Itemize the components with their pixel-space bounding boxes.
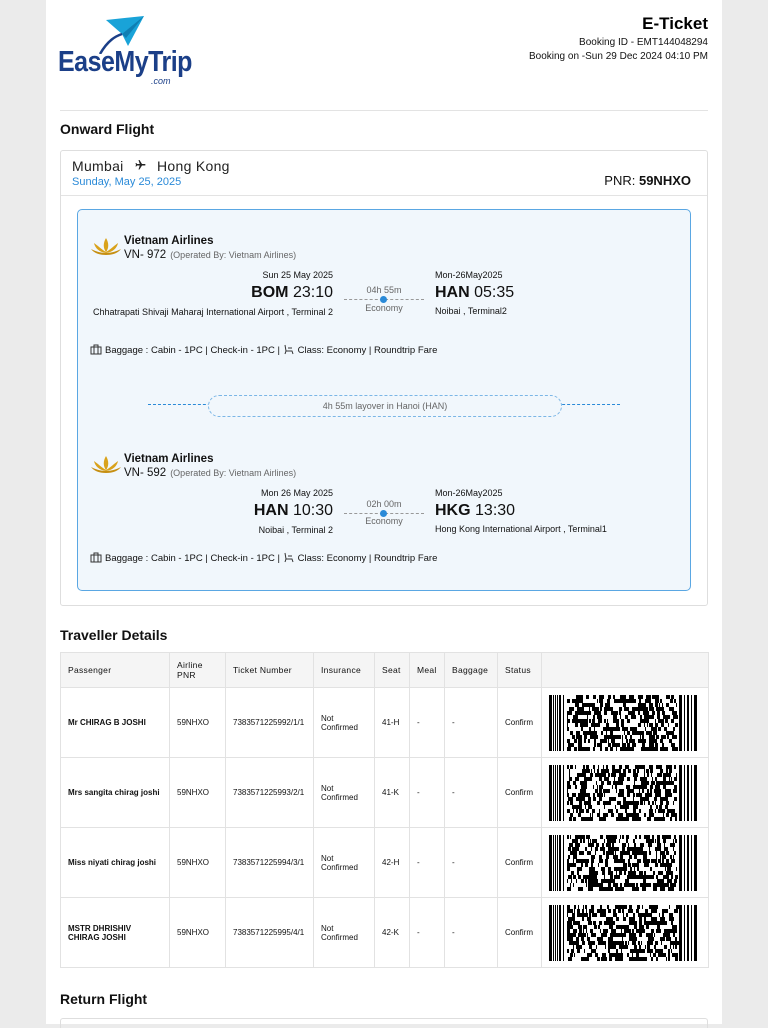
- table-row: [61, 758, 709, 828]
- operated-by: (Operated By: Vietnam Airlines): [170, 468, 297, 478]
- meal: -: [410, 828, 445, 898]
- header-divider: [60, 110, 708, 111]
- pnr: [604, 173, 691, 188]
- barcode-image: [549, 695, 697, 751]
- traveller-details-title: Traveller Details: [60, 627, 168, 643]
- seat: 42-H: [375, 828, 410, 898]
- seat: 41-K: [375, 758, 410, 828]
- baggage-info: [90, 552, 437, 564]
- airline-pnr: 59NHXO: [170, 758, 226, 828]
- onward-flight-card: [60, 150, 708, 606]
- itinerary-box: [77, 209, 691, 591]
- insurance: Not Confirmed: [314, 758, 375, 828]
- layover-info: 4h 55m layover in Hanoi (HAN): [208, 395, 562, 417]
- col-airline-pnr: Airline PNR: [170, 653, 226, 688]
- barcode-image: [549, 835, 697, 891]
- status: Confirm: [498, 688, 542, 758]
- cabin-class: Economy: [365, 516, 403, 526]
- departure-time: 23:10: [292, 284, 333, 301]
- status: Confirm: [498, 898, 542, 968]
- seat: 42-K: [375, 898, 410, 968]
- return-flight-card: [60, 1018, 708, 1028]
- insurance: Not Confirmed: [314, 828, 375, 898]
- ticket-number: 7383571225995/4/1: [226, 898, 314, 968]
- booking-id: Booking ID - EMT144048294: [579, 37, 708, 48]
- departure-code-time: [254, 502, 333, 520]
- departure-date: Sun 25 May 2025: [262, 270, 333, 280]
- logo-text: EaseMyTrip: [58, 45, 192, 79]
- table-row: [61, 688, 709, 758]
- col-ticket-number: Ticket Number: [226, 653, 314, 688]
- col-seat: Seat: [375, 653, 410, 688]
- airline-name: Vietnam Airlines: [124, 235, 214, 247]
- pnr-label: PNR:: [604, 173, 636, 188]
- passenger-name: Miss niyati chirag joshi: [61, 828, 170, 898]
- col-meal: Meal: [410, 653, 445, 688]
- flight-number: [124, 249, 296, 261]
- departure-date: Mon 26 May 2025: [260, 488, 333, 498]
- table-header-row: [61, 653, 709, 688]
- easemytrip-logo: [58, 14, 192, 90]
- flight-duration: 02h 00m: [366, 499, 402, 509]
- table-row: [61, 898, 709, 968]
- arrival-date: Mon-26May2025: [435, 270, 503, 280]
- barcode-cell: [542, 898, 709, 968]
- col-status: Status: [498, 653, 542, 688]
- arrival-code-time: [435, 284, 514, 302]
- meal: -: [410, 688, 445, 758]
- barcode-cell: [542, 828, 709, 898]
- col-barcode: [542, 653, 709, 688]
- baggage: -: [445, 688, 498, 758]
- route: [72, 158, 230, 174]
- table-row: [61, 828, 709, 898]
- e-ticket-page: [46, 0, 722, 1024]
- from-city: Mumbai: [72, 158, 124, 174]
- arrival-time: 13:30: [475, 502, 516, 519]
- card-divider: [61, 195, 707, 196]
- baggage-text: Baggage : Cabin - 1PC | Check-in - 1PC |: [105, 345, 280, 356]
- return-flight-title: Return Flight: [60, 991, 148, 1007]
- seat-icon: [283, 344, 295, 355]
- vietnam-airlines-lotus-icon: [90, 452, 122, 478]
- barcode-cell: [542, 688, 709, 758]
- baggage: -: [445, 828, 498, 898]
- insurance: Not Confirmed: [314, 688, 375, 758]
- booking-date: Booking on -Sun 29 Dec 2024 04:10 PM: [528, 51, 708, 62]
- operated-by: (Operated By: Vietnam Airlines): [170, 250, 297, 260]
- flight-segment-1: [78, 210, 690, 360]
- luggage-icon: [90, 552, 102, 563]
- class-text: Class: Economy | Roundtrip Fare: [297, 345, 438, 356]
- seat: 41-H: [375, 688, 410, 758]
- barcode-image: [549, 765, 697, 821]
- airline-name: Vietnam Airlines: [124, 453, 214, 465]
- airline-pnr: 59NHXO: [170, 828, 226, 898]
- flight-number: [124, 467, 296, 479]
- airline-pnr: 59NHXO: [170, 688, 226, 758]
- duration-dot: [380, 296, 387, 303]
- pnr-value: 59NHXO: [638, 173, 691, 188]
- arrival-airport: Noibai , Terminal2: [435, 306, 507, 316]
- arrival-date: Mon-26May2025: [435, 488, 503, 498]
- arrival-airport: Hong Kong International Airport , Terminal1: [435, 524, 607, 534]
- status: Confirm: [498, 758, 542, 828]
- vietnam-airlines-lotus-icon: [90, 234, 122, 260]
- flight-duration: 04h 55m: [366, 285, 402, 295]
- to-city: Hong Kong: [157, 158, 230, 174]
- seat-icon: [283, 552, 295, 563]
- flight-number-value: VN- 972: [124, 249, 167, 261]
- barcode-image: [549, 905, 697, 961]
- luggage-icon: [90, 344, 102, 355]
- departure-code: BOM: [251, 284, 289, 301]
- traveller-table: [60, 652, 709, 968]
- cabin-class: Economy: [365, 303, 403, 313]
- col-insurance: Insurance: [314, 653, 375, 688]
- ticket-number: 7383571225992/1/1: [226, 688, 314, 758]
- airline-pnr: 59NHXO: [170, 898, 226, 968]
- status: Confirm: [498, 828, 542, 898]
- ticket-number: 7383571225993/2/1: [226, 758, 314, 828]
- arrival-time: 05:35: [474, 284, 515, 301]
- col-passenger: Passenger: [61, 653, 170, 688]
- departure-airport: Chhatrapati Shivaji Maharaj International Airport , Terminal 2: [93, 307, 333, 317]
- departure-airport: Noibai , Terminal 2: [258, 525, 333, 535]
- meal: -: [410, 758, 445, 828]
- barcode-cell: [542, 758, 709, 828]
- departure-code: HAN: [253, 502, 289, 519]
- departure-time: 10:30: [292, 502, 333, 519]
- page-title: E-Ticket: [642, 14, 708, 33]
- airplane-icon: [134, 159, 147, 174]
- passenger-name: Mr CHIRAG B JOSHI: [61, 688, 170, 758]
- ticket-number: 7383571225994/3/1: [226, 828, 314, 898]
- baggage: -: [445, 758, 498, 828]
- arrival-code: HAN: [435, 284, 470, 301]
- class-text: Class: Economy | Roundtrip Fare: [297, 553, 438, 564]
- arrival-code: HKG: [435, 502, 471, 519]
- logo-suffix: .com: [151, 76, 171, 86]
- insurance: Not Confirmed: [314, 898, 375, 968]
- ticket-header: [529, 14, 708, 62]
- passenger-name: Mrs sangita chirag joshi: [61, 758, 170, 828]
- flight-number-value: VN- 592: [124, 467, 167, 479]
- travel-date: Sunday, May 25, 2025: [72, 176, 182, 188]
- baggage-text: Baggage : Cabin - 1PC | Check-in - 1PC |: [105, 553, 280, 564]
- passenger-name: MSTR DHRISHIV CHIRAG JOSHI: [61, 898, 170, 968]
- col-baggage: Baggage: [445, 653, 498, 688]
- baggage-info: [90, 344, 437, 356]
- departure-code-time: [251, 284, 333, 302]
- flight-segment-2: [78, 428, 690, 578]
- baggage: -: [445, 898, 498, 968]
- arrival-code-time: [435, 502, 515, 520]
- meal: -: [410, 898, 445, 968]
- onward-flight-title: Onward Flight: [60, 121, 155, 137]
